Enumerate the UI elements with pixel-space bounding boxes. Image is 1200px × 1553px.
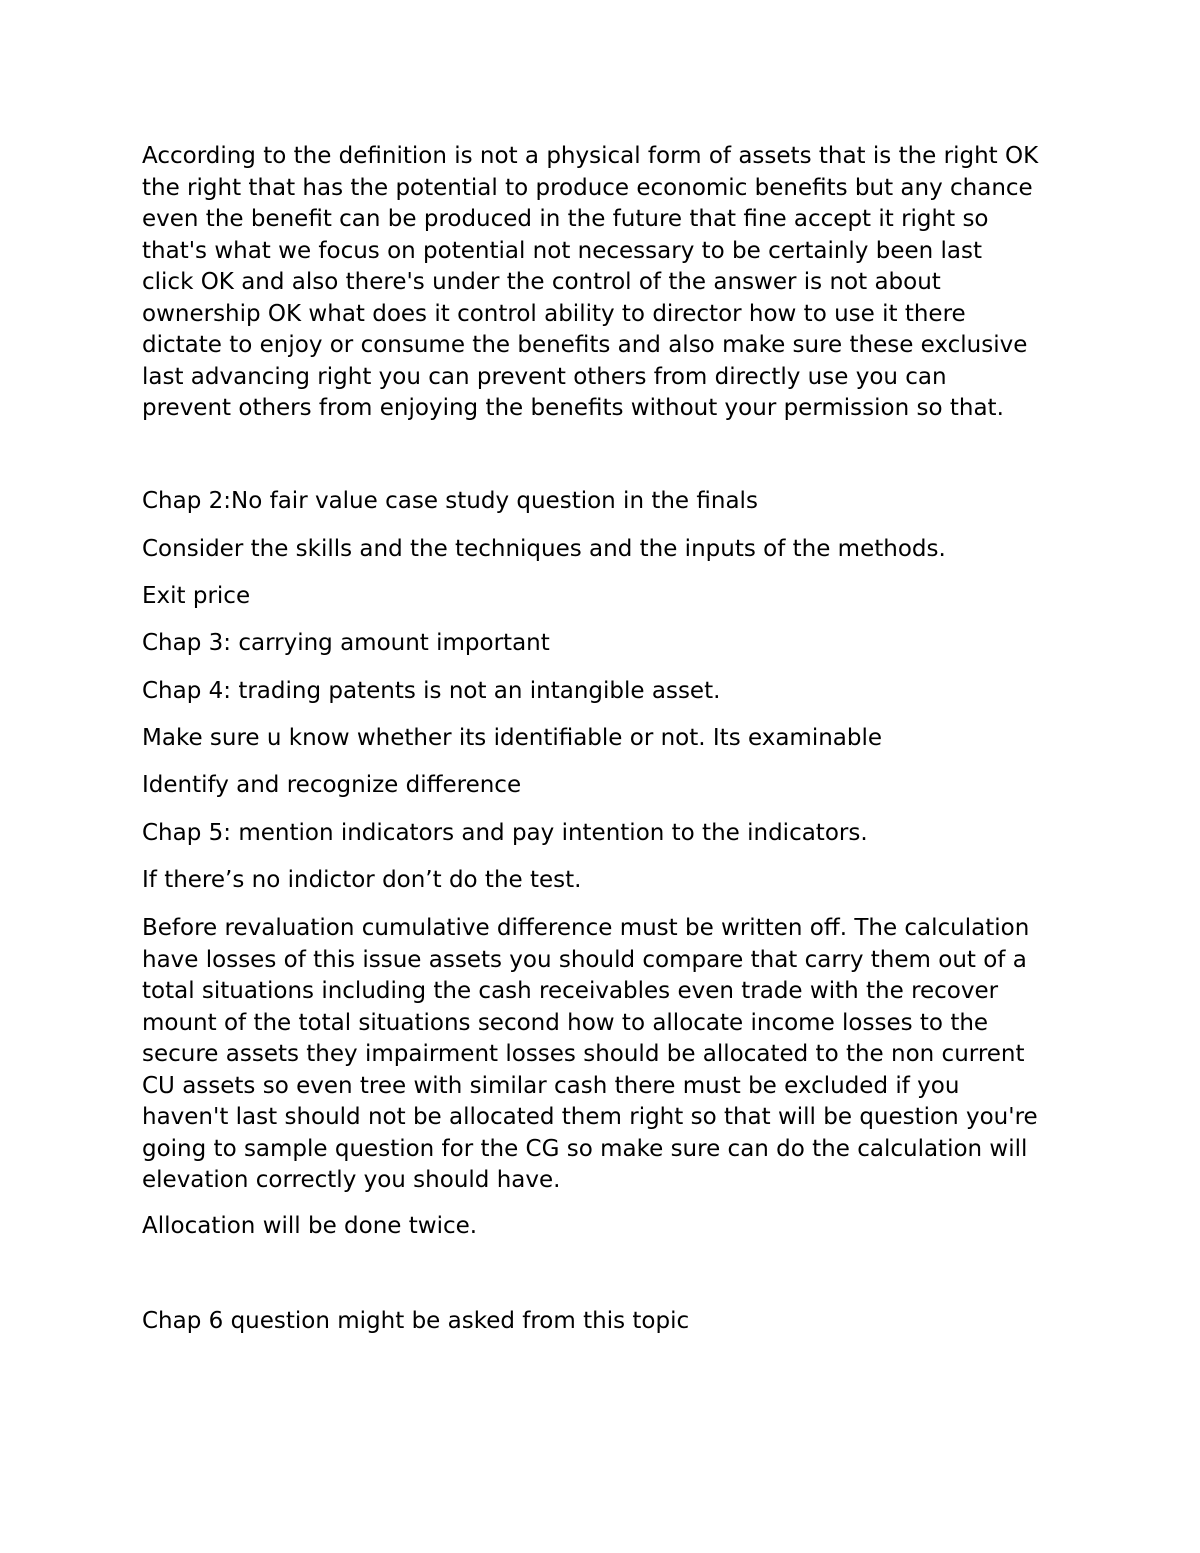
intro-line: click OK and also there's under the control of the answer is not about	[142, 269, 941, 295]
intro-line: that's what we focus on potential not necessary to be certainly been last	[142, 237, 982, 264]
intro-line: prevent others from enjoying the benefits without your permission so that.	[142, 395, 1004, 421]
revaluation-line: have losses of this issue assets you should compare that carry them out of a	[142, 946, 1027, 973]
chap6-note: Chap 6 question might be asked from this topic	[142, 1308, 690, 1334]
chap3-note: Chap 3: carrying amount important	[142, 630, 550, 656]
revaluation-line: CU assets so even tree with similar cash there must be excluded if you	[142, 1072, 960, 1099]
revaluation-line: elevation correctly you should have.	[142, 1167, 561, 1193]
revaluation-paragraph	[142, 913, 1082, 1197]
chap5-test-note: If there’s no indictor don’t do the test.	[142, 867, 582, 893]
exit-price-note: Exit price	[142, 583, 251, 609]
chap4-note: Chap 4: trading patents is not an intangible asset.	[142, 678, 721, 704]
chap4-difference-note: Identify and recognize difference	[142, 772, 522, 798]
revaluation-line: secure assets they impairment losses should be allocated to the non current	[142, 1041, 1025, 1067]
chap4-identifiable-note: Make sure u know whether its identifiable or not. Its examinable	[142, 725, 883, 751]
revaluation-line: total situations including the cash receivables even trade with the recover	[142, 978, 999, 1004]
intro-paragraph	[142, 141, 1082, 425]
chap2-note: Consider the skills and the techniques and the inputs of the methods.	[142, 536, 946, 562]
chap2-heading: Chap 2:No fair value case study question in the finals	[142, 488, 758, 514]
intro-line: the right that has the potential to produce economic benefits but any chance	[142, 174, 1033, 201]
revaluation-line: haven't last should not be allocated them right so that will be question you're	[142, 1104, 1038, 1130]
revaluation-line: Before revaluation cumulative difference must be written off. The calculation	[142, 915, 1030, 941]
intro-line: last advancing right you can prevent others from directly use you can	[142, 363, 947, 390]
intro-line: dictate to enjoy or consume the benefits and also make sure these exclusive	[142, 332, 1028, 358]
intro-line: According to the definition is not a physical form of assets that is the right OK	[142, 143, 1039, 169]
intro-line: even the benefit can be produced in the future that fine accept it right so	[142, 206, 989, 232]
allocation-note: Allocation will be done twice.	[142, 1213, 478, 1239]
revaluation-line: going to sample question for the CG so make sure can do the calculation will	[142, 1135, 1028, 1162]
revaluation-line: mount of the total situations second how to allocate income losses to the	[142, 1009, 989, 1036]
intro-line: ownership OK what does it control ability to director how to use it there	[142, 300, 966, 327]
chap5-note: Chap 5: mention indicators and pay intention to the indicators.	[142, 820, 868, 846]
